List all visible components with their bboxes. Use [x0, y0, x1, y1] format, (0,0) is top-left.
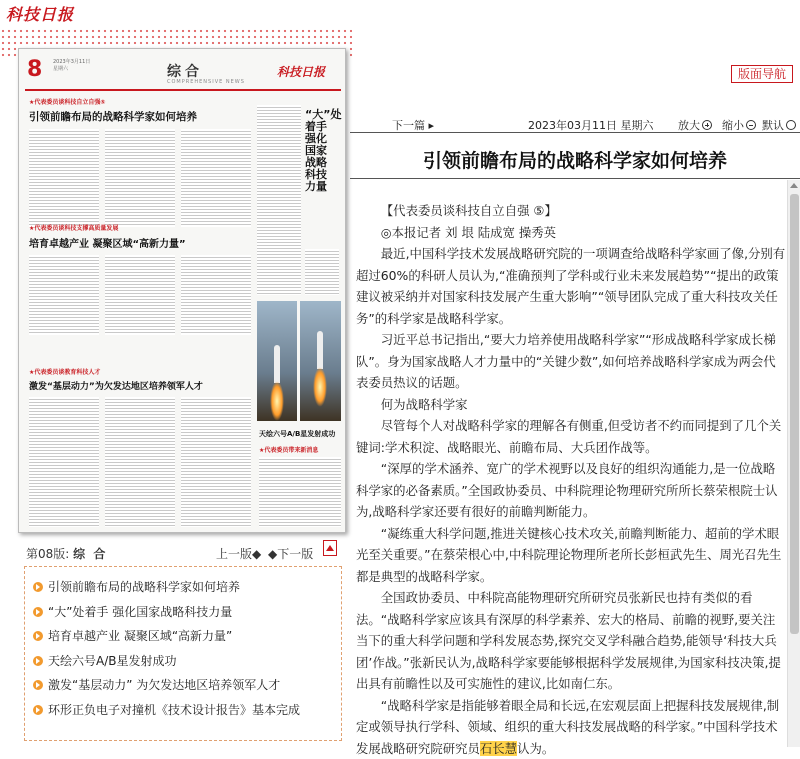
article-byline: ◎本报记者 刘 垠 陆成宽 操秀英	[356, 222, 786, 244]
page-rule	[25, 89, 341, 91]
article-toolbar	[350, 113, 800, 133]
article-paragraph	[356, 695, 786, 759]
thumb-text	[29, 397, 99, 527]
page-meta-date: 2023年3月11日	[53, 59, 90, 66]
list-item[interactable]	[33, 649, 333, 674]
thumb-text	[29, 129, 99, 227]
list-item-label: 环形正负电子对撞机《技术设计报告》基本完成	[48, 700, 300, 720]
arrow-circle-icon	[33, 607, 43, 617]
plus-circle-icon	[702, 120, 712, 130]
thumb-tag-3: ★代表委员谈教育科技人才	[29, 367, 100, 376]
rocket-icon	[317, 331, 323, 369]
article-column: 【代表委员谈科技自立自强 ⑤】	[356, 200, 786, 222]
page-meta-weekday: 星期六	[53, 66, 90, 73]
list-item-label: 激发“基层动力” 为欠发达地区培养领军人才	[48, 675, 280, 695]
thumb-photo-rocket-2	[300, 301, 341, 421]
arrow-circle-icon	[33, 631, 43, 641]
zoom-in-label: 放大	[678, 119, 700, 132]
page-label-name: 综 合	[73, 547, 107, 561]
list-item-label: “大”处着手 强化国家战略科技力量	[48, 602, 232, 622]
thumb-text	[105, 255, 175, 335]
arrow-circle-icon	[33, 680, 43, 690]
article-text: 认为。	[517, 741, 554, 756]
rocket-icon	[274, 345, 280, 383]
article-scrollbar[interactable]	[787, 180, 800, 747]
article-paragraph: “深厚的学术涵养、宽广的学术视野以及良好的组织沟通能力,是一位战略科学家的必备素质。”全国政协委员、中科院理论物理研究所所长蔡荣根院士认为,战略科学家还要有很好的前瞻判断能力。	[356, 458, 786, 523]
thumb-text	[181, 255, 251, 335]
issue-date: 2023年03月11日 星期六	[528, 117, 654, 133]
list-item[interactable]	[33, 673, 333, 698]
article-paragraph: 尽管每个人对战略科学家的理解各有侧重,但受访者不约而同提到了几个关键词:学术积淀、战略眼光、前瞻布局、大兵团作战等。	[356, 415, 786, 458]
thumb-headline-1[interactable]: 引领前瞻布局的战略科学家如何培养	[29, 109, 197, 124]
title-divider	[350, 178, 800, 179]
article-paragraph: “凝练重大科学问题,推进关键核心技术攻关,前瞻判断能力、超前的学术眼光至关重要。”在蔡荣根心中,中科院理论物理所老所长彭桓武先生、周光召先生都是典型的战略科学家。	[356, 523, 786, 588]
article-list	[24, 566, 342, 741]
thumb-tag-1: ★代表委员谈科技自立自强⑤	[29, 97, 105, 106]
article-paragraph: 最近,中国科学技术发展战略研究院的一项调查给战略科学家画了像,分别有超过60%的科研人员认为,“准确预判了学科或行业未来发展趋势”“提出的政策建议被采纳并对国家科技发展产生重大影响”“领导团队完成了重大科技攻关任务”的科学家是战略科学家。	[356, 243, 786, 329]
newspaper-page-thumbnail[interactable]	[18, 48, 346, 533]
thumb-text	[259, 457, 341, 527]
minus-circle-icon	[746, 120, 756, 130]
highlighted-name: 石长慧	[480, 741, 517, 756]
zoom-in-button[interactable]	[678, 117, 712, 133]
prev-page-link[interactable]: 上一版◆	[216, 545, 261, 562]
article-text: “战略科学家是指能够着眼全局和长远,在宏观层面上把握科技发展规律,制定或领导执行学科、领域、组织的重大科技发展战略的科学家。”中国科学技术发展战略研究院研究员	[356, 698, 779, 756]
next-article-link[interactable]: 下一篇 ▸	[392, 117, 434, 133]
page-number: 8	[27, 57, 42, 82]
thumb-tag-4: ★代表委员带来新消息	[259, 445, 318, 454]
arrow-circle-icon	[33, 656, 43, 666]
thumb-text	[305, 249, 339, 295]
thumb-text	[105, 129, 175, 227]
thumb-text	[257, 105, 301, 295]
arrow-circle-icon	[33, 705, 43, 715]
page-label-prefix: 第08版:	[26, 547, 69, 561]
zoom-out-button[interactable]	[722, 117, 756, 133]
default-size-label: 默认	[762, 119, 784, 132]
list-item[interactable]	[33, 600, 333, 625]
thumb-vertical-headline[interactable]: “大”处着手 强化国家战略科技力量	[305, 109, 327, 193]
pdf-icon[interactable]	[323, 540, 337, 556]
thumb-text	[29, 255, 99, 335]
page-section-en: COMPREHENSIVE NEWS	[167, 79, 245, 85]
list-item-label: 天绘六号A/B星发射成功	[48, 651, 177, 671]
next-page-link[interactable]: ◆下一版	[268, 545, 313, 562]
zoom-out-label: 缩小	[722, 119, 744, 132]
list-item[interactable]	[33, 575, 333, 600]
thumb-headline-2[interactable]: 培育卓越产业 凝聚区域“高新力量”	[29, 235, 186, 250]
list-item-label: 引领前瞻布局的战略科学家如何培养	[48, 577, 240, 597]
thumb-photo-caption[interactable]: 天绘六号A/B星发射成功	[259, 429, 335, 439]
arrow-circle-icon	[33, 582, 43, 592]
flame-icon	[270, 381, 284, 421]
scroll-up-icon[interactable]	[790, 183, 798, 188]
page-section-title: 综合	[167, 61, 203, 81]
list-item-label: 培育卓越产业 凝聚区域“高新力量”	[48, 626, 232, 646]
brand-logo: 科技日报	[6, 2, 74, 25]
thumb-text	[181, 129, 251, 227]
list-item[interactable]	[33, 624, 333, 649]
circle-icon	[786, 120, 796, 130]
article-paragraph: 全国政协委员、中科院高能物理研究所研究员张新民也持有类似的看法。“战略科学家应该具有深厚的科学素养、宏大的格局、前瞻的视野,要关注当下的重大科学问题和学科发展态势,探究交叉学科融合趋势,能领导‘科技大兵团’作战。”张新民认为,战略科学家要能够根据科学发展规律,为国家科技决策,提出具有前瞻性以及可实施性的建议,比如南仁东。	[356, 587, 786, 695]
default-size-button[interactable]	[762, 117, 796, 133]
thumb-text	[181, 397, 251, 527]
thumb-text	[105, 397, 175, 527]
page-label	[26, 545, 107, 562]
list-item[interactable]	[33, 698, 333, 723]
layout-nav-button[interactable]: 版面导航	[731, 65, 793, 83]
article-body	[356, 200, 786, 747]
thumb-tag-2: ★代表委员谈科技支撑高质量发展	[29, 223, 118, 232]
flame-icon	[313, 367, 327, 407]
article-title: 引领前瞻布局的战略科学家如何培养	[350, 146, 800, 173]
article-subheading: 何为战略科学家	[356, 394, 786, 416]
page-logo: 科技日报	[277, 63, 325, 80]
page-meta	[53, 59, 90, 73]
article-paragraph: 习近平总书记指出,“要大力培养使用战略科学家”“形成战略科学家成长梯队”。身为国家战略人才力量中的“关键少数”,如何培养战略科学家成为两会代表委员热议的话题。	[356, 329, 786, 394]
thumb-photo-rocket-1	[257, 301, 297, 421]
scroll-thumb[interactable]	[790, 194, 799, 634]
thumb-headline-3[interactable]: 激发“基层动力”为欠发达地区培养领军人才	[29, 379, 203, 392]
